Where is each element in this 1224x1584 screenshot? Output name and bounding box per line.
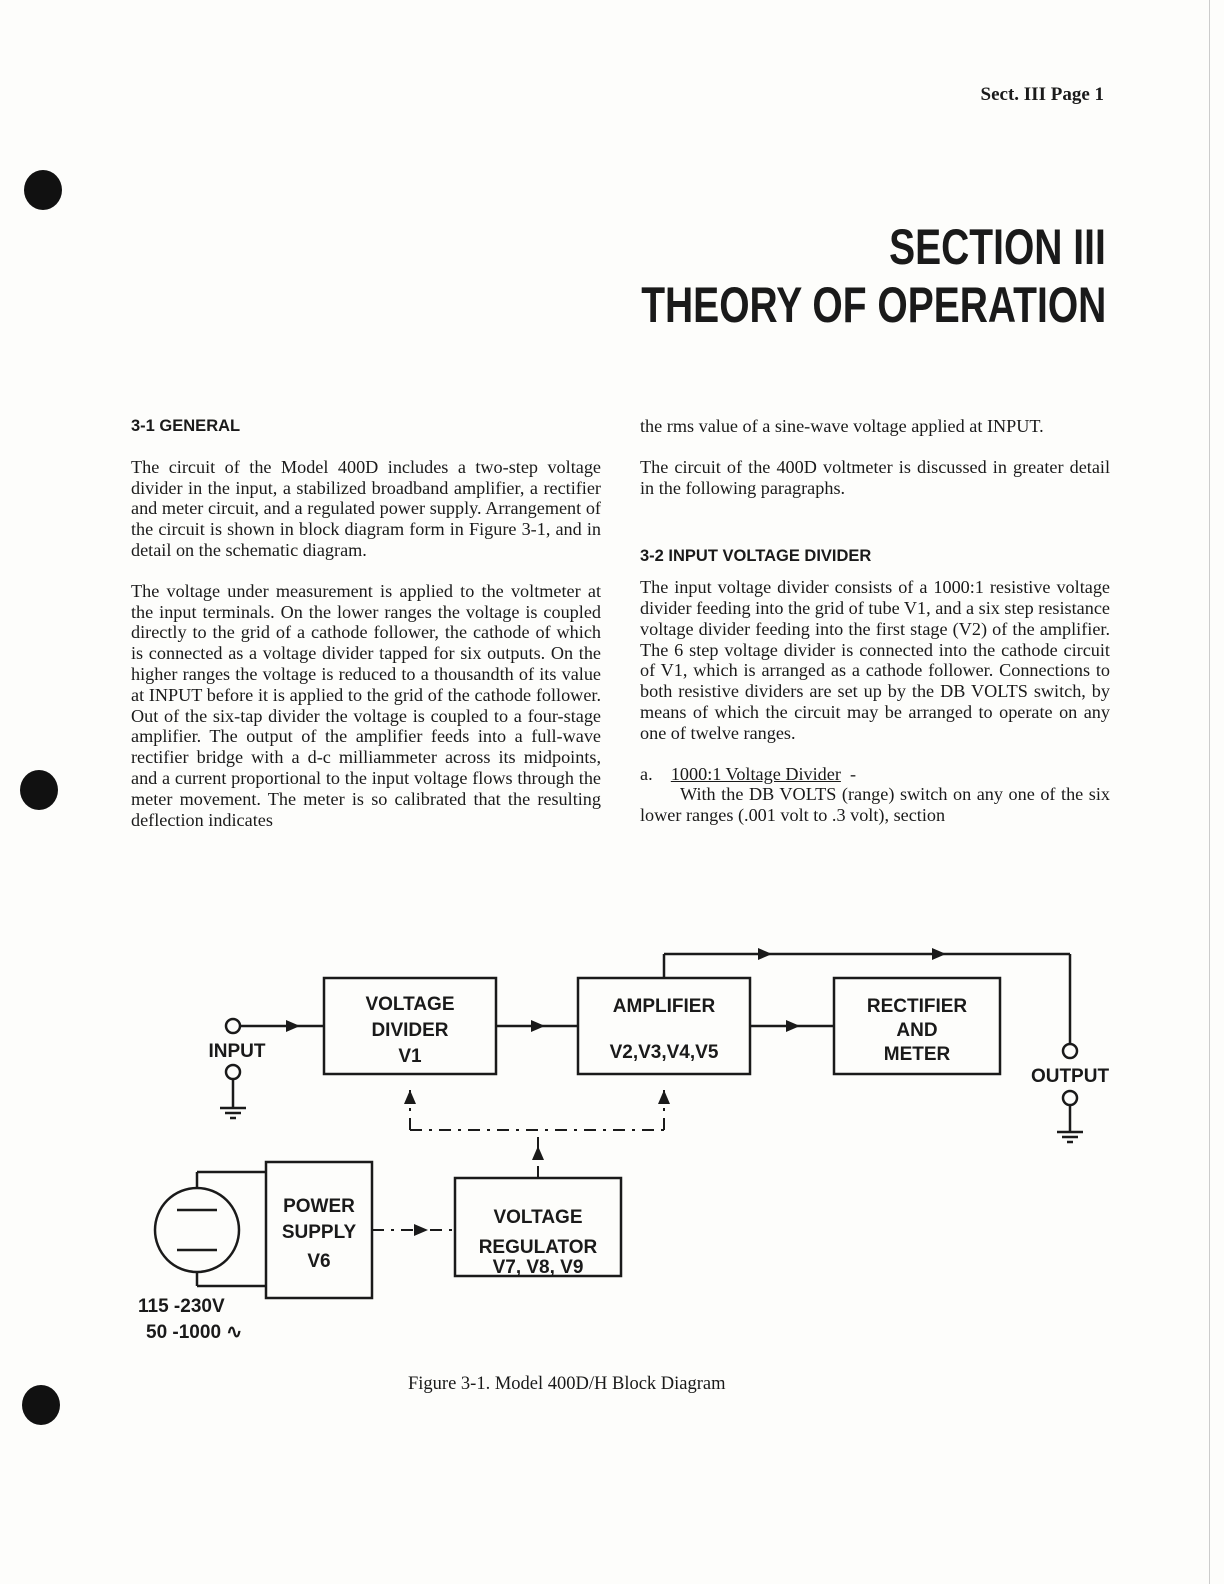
- ps-label-1: POWER: [283, 1196, 355, 1217]
- vr-label-1: VOLTAGE: [493, 1207, 583, 1228]
- rect-label-2: AND: [896, 1020, 938, 1041]
- divider-paragraph-1: The input voltage divider consists of a 1000:1 resistive voltage divider feeding into the grid of tube V1, and a six step resistance voltage divider feeding into the first stage (V2) of the amplifier. The 6 step voltage divider is connected into the cathode circuit of V1, which is arranged as a cathode follower. Connections to both resistive dividers are set up by the DB VOLTS switch, by means of which the circuit may be arranged to operate on any one of twelve ranges.: [640, 577, 1110, 743]
- subsection-a-heading: [640, 764, 1110, 785]
- amp-label-2: V2,V3,V4,V5: [609, 1042, 719, 1063]
- vd-label-2: DIVIDER: [371, 1020, 449, 1041]
- vr-label-3: V7, V8, V9: [492, 1257, 584, 1278]
- mains-voltage-label: 115 -230V: [138, 1296, 225, 1317]
- block-diagram: [0, 940, 1224, 1360]
- input-ground-terminal: [226, 1065, 240, 1079]
- rect-label-1: RECTIFIER: [866, 996, 968, 1017]
- mains-tube-symbol: [155, 1188, 239, 1272]
- mains-frequency-label: 50 -1000 ∿: [146, 1322, 243, 1343]
- output-label: OUTPUT: [1030, 1066, 1110, 1087]
- general-paragraph-2: The voltage under measurement is applied to the voltmeter at the input terminals. On the lower ranges the voltage is coupled directly to the grid of a cathode follower, the cathode of which is connected as a voltage divider tapped for six outputs. On the higher ranges the voltage is reduced to a thousandth of its value at INPUT before it is applied to the grid of the cathode follower. Out of the six-tap divider the voltage is coupled to a four-stage amplifier. The output of the amplifier feeds into a full-wave rectifier bridge with a d-c milliammeter across its midpoints, and a current proportional to the input voltage flows through the meter movement. The meter is so calibrated that the resulting deflection indicates: [131, 580, 601, 830]
- amp-label-1: AMPLIFIER: [612, 996, 716, 1017]
- subsection-a-text: With the DB VOLTS (range) switch on any one of the six lower ranges (.001 volt to .3 volt), section: [640, 784, 1110, 826]
- input-terminal: [226, 1019, 240, 1033]
- input-label: INPUT: [208, 1041, 266, 1062]
- subsection-a-label: a.: [640, 763, 653, 784]
- rect-label-3: METER: [883, 1044, 951, 1065]
- binder-hole-bottom: [22, 1385, 60, 1425]
- output-terminal: [1063, 1044, 1077, 1058]
- section-number: SECTION III: [889, 219, 1106, 275]
- page-reference: Sect. III Page 1: [980, 84, 1104, 105]
- subsection-a-title: 1000:1 Voltage Divider: [670, 763, 841, 784]
- ps-label-3: V6: [307, 1251, 331, 1272]
- general-paragraph-1: The circuit of the Model 400D includes a two-step voltage divider in the input, a stabilized broadband amplifier, a rectifier and meter circuit, and a regulated power supply. Arrangement of the circuit is shown in block diagram form in Figure 3-1, and in detail on the schematic diagram.: [131, 456, 601, 560]
- ps-label-2: SUPPLY: [281, 1222, 357, 1243]
- vd-label-1: VOLTAGE: [365, 994, 455, 1015]
- binder-hole-middle: [20, 770, 58, 810]
- left-column: [131, 416, 601, 830]
- figure-caption: Figure 3-1. Model 400D/H Block Diagram: [408, 1374, 726, 1394]
- right-column: [640, 416, 1110, 826]
- vr-label-2: REGULATOR: [478, 1237, 598, 1258]
- subsection-a-dash: -: [849, 763, 857, 784]
- heading-input-voltage-divider: 3-2 INPUT VOLTAGE DIVIDER: [640, 547, 872, 566]
- binder-hole-top: [24, 170, 62, 210]
- output-ground-terminal: [1063, 1091, 1077, 1105]
- vd-label-3: V1: [398, 1046, 422, 1067]
- general-paragraph-3: the rms value of a sine-wave voltage applied at INPUT.: [640, 416, 1044, 436]
- general-paragraph-4: The circuit of the 400D voltmeter is discussed in greater detail in the following paragraphs.: [640, 456, 1110, 498]
- section-title: THEORY OF OPERATION: [640, 277, 1106, 333]
- heading-general: 3-1 GENERAL: [131, 417, 241, 435]
